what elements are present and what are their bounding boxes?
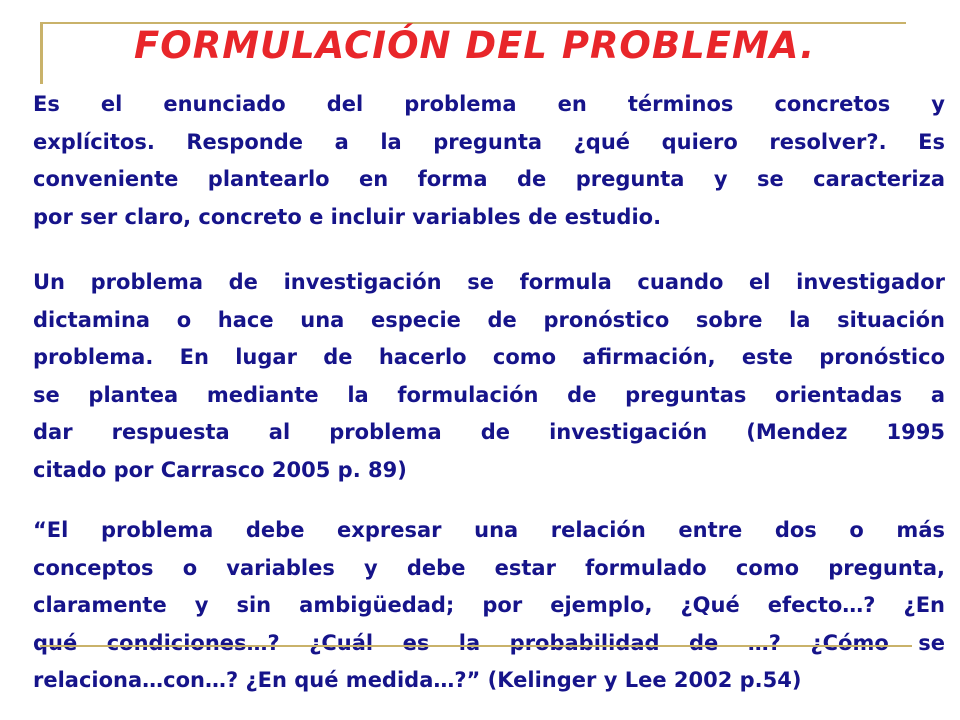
text-line: conveniente plantearlo en forma de pregunta y se caracteriza — [33, 167, 945, 191]
bottom-rule — [40, 645, 912, 647]
paragraph-definition — [33, 86, 945, 236]
text-line: dictamina o hace una especie de pronóstico sobre la situación — [33, 307, 945, 332]
slide-title: FORMULACIÓN DEL PROBLEMA. — [134, 24, 816, 67]
text-line: dar respuesta al problema de investigación (Mendez 1995 — [33, 420, 945, 444]
text-line: relaciona…con…? ¿En qué medida…?” (Kelinger y Lee 2002 p.54) — [33, 668, 802, 692]
paragraph-mendez — [33, 264, 945, 489]
text-line: Es el enunciado del problema en términos concretos y — [33, 92, 945, 116]
text-line: por ser claro, concreto e incluir variables de estudio. — [33, 204, 662, 229]
text-line: citado por Carrasco 2005 p. 89) — [33, 457, 407, 482]
text-line: Un problema de investigación se formula cuando el investigador — [33, 270, 945, 294]
left-rule — [40, 22, 43, 84]
text-line: explícitos. Responde a la pregunta ¿qué quiero resolver?. Es — [33, 129, 945, 154]
text-line: qué condiciones…? ¿Cuál es la probabilidad de …? ¿Cómo se — [33, 630, 945, 655]
paragraph-quote — [33, 512, 945, 700]
text-line: se plantea mediante la formulación de preguntas orientadas a — [33, 382, 945, 407]
text-line: conceptos o variables y debe estar formulado como pregunta, — [33, 555, 945, 580]
text-line: problema. En lugar de hacerlo como afirmación, este pronóstico — [33, 345, 945, 369]
text-line: “El problema debe expresar una relación entre dos o más — [33, 518, 945, 542]
text-line: claramente y sin ambigüedad; por ejemplo, ¿Qué efecto…? ¿En — [33, 593, 945, 617]
